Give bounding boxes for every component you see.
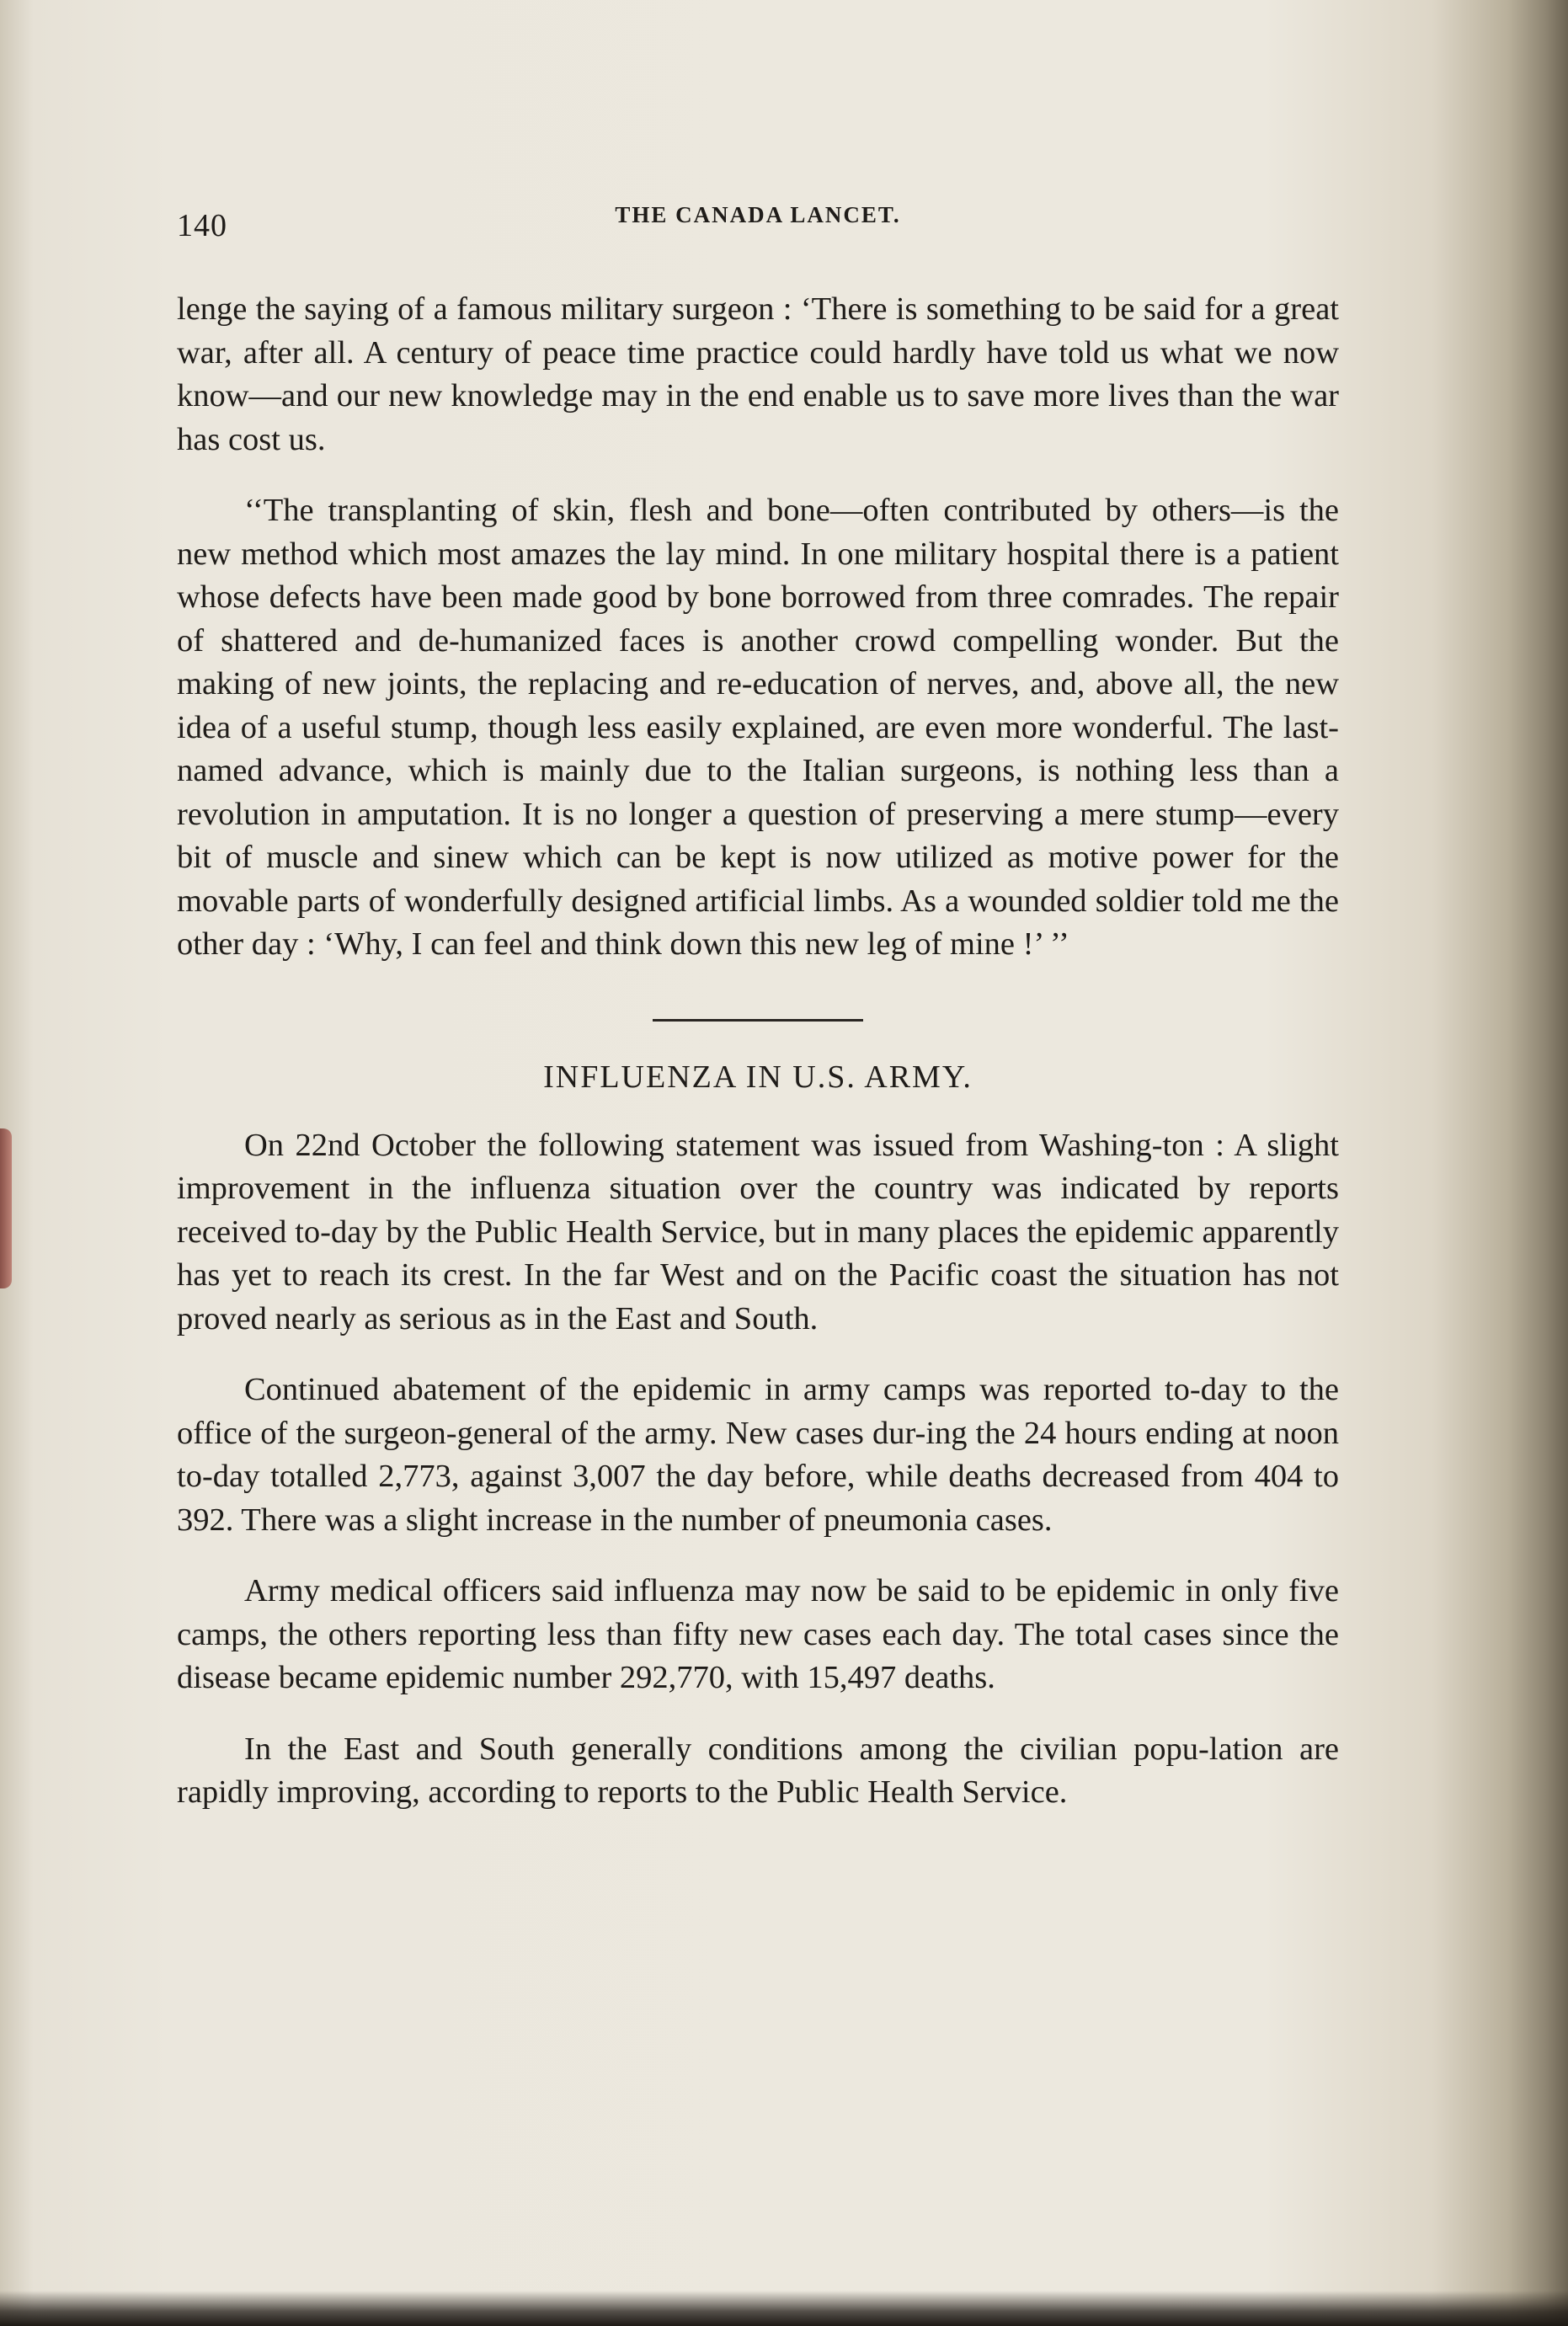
paragraph: Continued abatement of the epidemic in army camps was reported to-day to the office of the surgeon-general of the army. New cases dur-ing the 24 hours ending at noon to-day totalled 2,773, against 3,007 the day before, while deaths decreased from 404 to 392. There was a slight increase in the number of pneumonia cases. (177, 1372, 1339, 1538)
paragraph: In the East and South generally conditions among the civilian popu-lation are rapidly improving, according to reports to the Public Health Service. (177, 1731, 1339, 1810)
paragraph: lenge the saying of a famous military surgeon : ‘There is something to be said for a great war, after all. A century of peace time practice could hardly have told us what we now know—and our new knowledge may in the end enable us to save more lives than the war has cost us. (177, 291, 1339, 457)
page-edge-mark (0, 1128, 12, 1288)
paragraph: ‘‘The transplanting of skin, flesh and bone—often contributed by others—is the new method which most amazes the lay mind. In one military hospital there is a patient whose defects have been made good by bone borrowed from three comrades. The repair of shattered and de-humanized faces is another crowd compelling wonder. But the making of new joints, the replacing and re-education of nerves, and, above all, the new idea of a useful stump, though less easily explained, are even more wonderful. The last-named advance, which is mainly due to the Italian surgeons, is nothing less than a revolution in amputation. It is no longer a question of preserving a mere stump—every bit of muscle and sinew which can be kept is now utilized as motive power for the movable parts of wonderfully designed artificial limbs. As a wounded soldier told me the other day : ‘Why, I can feel and think down this new leg of mine !’ ’’ (177, 493, 1339, 962)
book-page (177, 194, 1339, 1815)
section-heading: INFLUENZA IN U.S. ARMY. (543, 1059, 973, 1095)
journal-title: THE CANADA LANCET. (615, 202, 901, 227)
paragraph: On 22nd October the following statement was issued from Washing-ton : A slight improvement in the influenza situation over the country was indicated by reports received to-day by the Public Health Service, but in many places the epidemic apparently has yet to reach its crest. In the far West and on the Pacific coast the situation has not proved nearly as serious as in the East and South. (177, 1127, 1339, 1336)
scan-bottom-shadow (0, 2291, 1568, 2326)
running-head (177, 194, 1339, 253)
paragraph: Army medical officers said influenza may now be said to be epidemic in only five camps, the others reporting less than fifty new cases each day. The total cases since the disease became epidemic number 292,770, with 15,497 deaths. (177, 1573, 1339, 1695)
page-number: 140 (177, 208, 227, 243)
article-body (177, 288, 1339, 1815)
section-divider (653, 1019, 863, 1022)
